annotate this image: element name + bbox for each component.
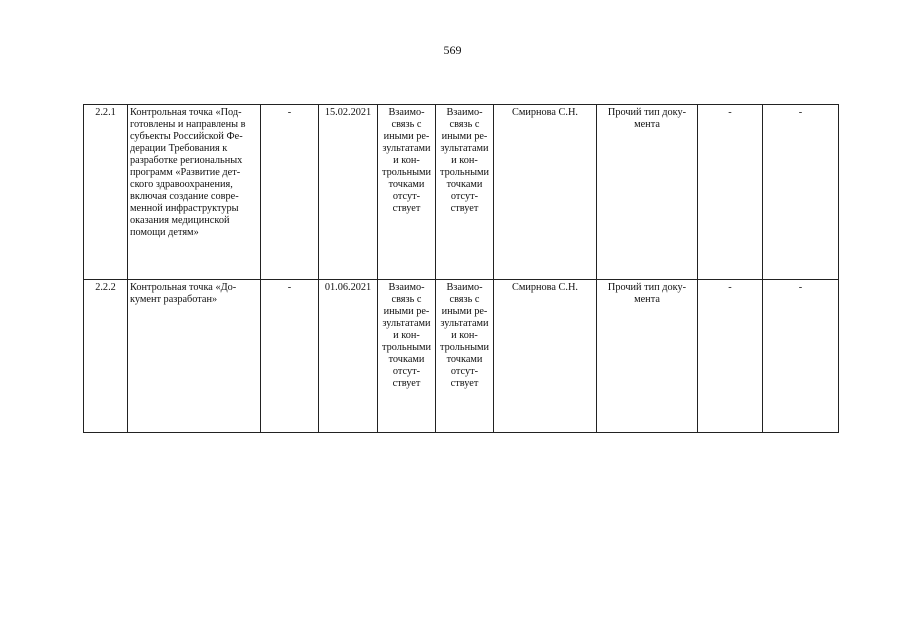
row-number: 2.2.1 <box>84 105 128 280</box>
row-col8: - <box>698 105 763 280</box>
row-link2: Взаимо- связь с иными ре- зультатами и кон- трольными точками отсут- ствует <box>436 280 494 433</box>
table-row <box>84 280 839 433</box>
row-date: 15.02.2021 <box>319 105 378 280</box>
row-doc-type: Прочий тип доку- мента <box>597 280 698 433</box>
table-row <box>84 105 839 280</box>
row-number: 2.2.2 <box>84 280 128 433</box>
row-responsible: Смирнова С.Н. <box>494 105 597 280</box>
row-col9: - <box>763 105 839 280</box>
row-col9: - <box>763 280 839 433</box>
row-col8: - <box>698 280 763 433</box>
row-col3: - <box>261 105 319 280</box>
row-link1: Взаимо- связь с иными ре- зультатами и кон- трольными точками отсут- ствует <box>378 280 436 433</box>
row-responsible: Смирнова С.Н. <box>494 280 597 433</box>
row-title: Контрольная точка «Под- готовлены и направлены в субъекты Российской Фе- дерации Требования к разработке региональных программ «Развитие дет- ского здравоохранения, включая создание совре- менной инфраструктуры оказания медицинской помощи детям» <box>128 105 261 280</box>
row-doc-type: Прочий тип доку- мента <box>597 105 698 280</box>
page-number: 569 <box>443 43 462 57</box>
control-points-table <box>83 104 839 433</box>
row-date: 01.06.2021 <box>319 280 378 433</box>
row-link2: Взаимо- связь с иными ре- зультатами и кон- трольными точками отсут- ствует <box>436 105 494 280</box>
row-title: Контрольная точка «До- кумент разработан» <box>128 280 261 433</box>
row-link1: Взаимо- связь с иными ре- зультатами и кон- трольными точками отсут- ствует <box>378 105 436 280</box>
row-col3: - <box>261 280 319 433</box>
